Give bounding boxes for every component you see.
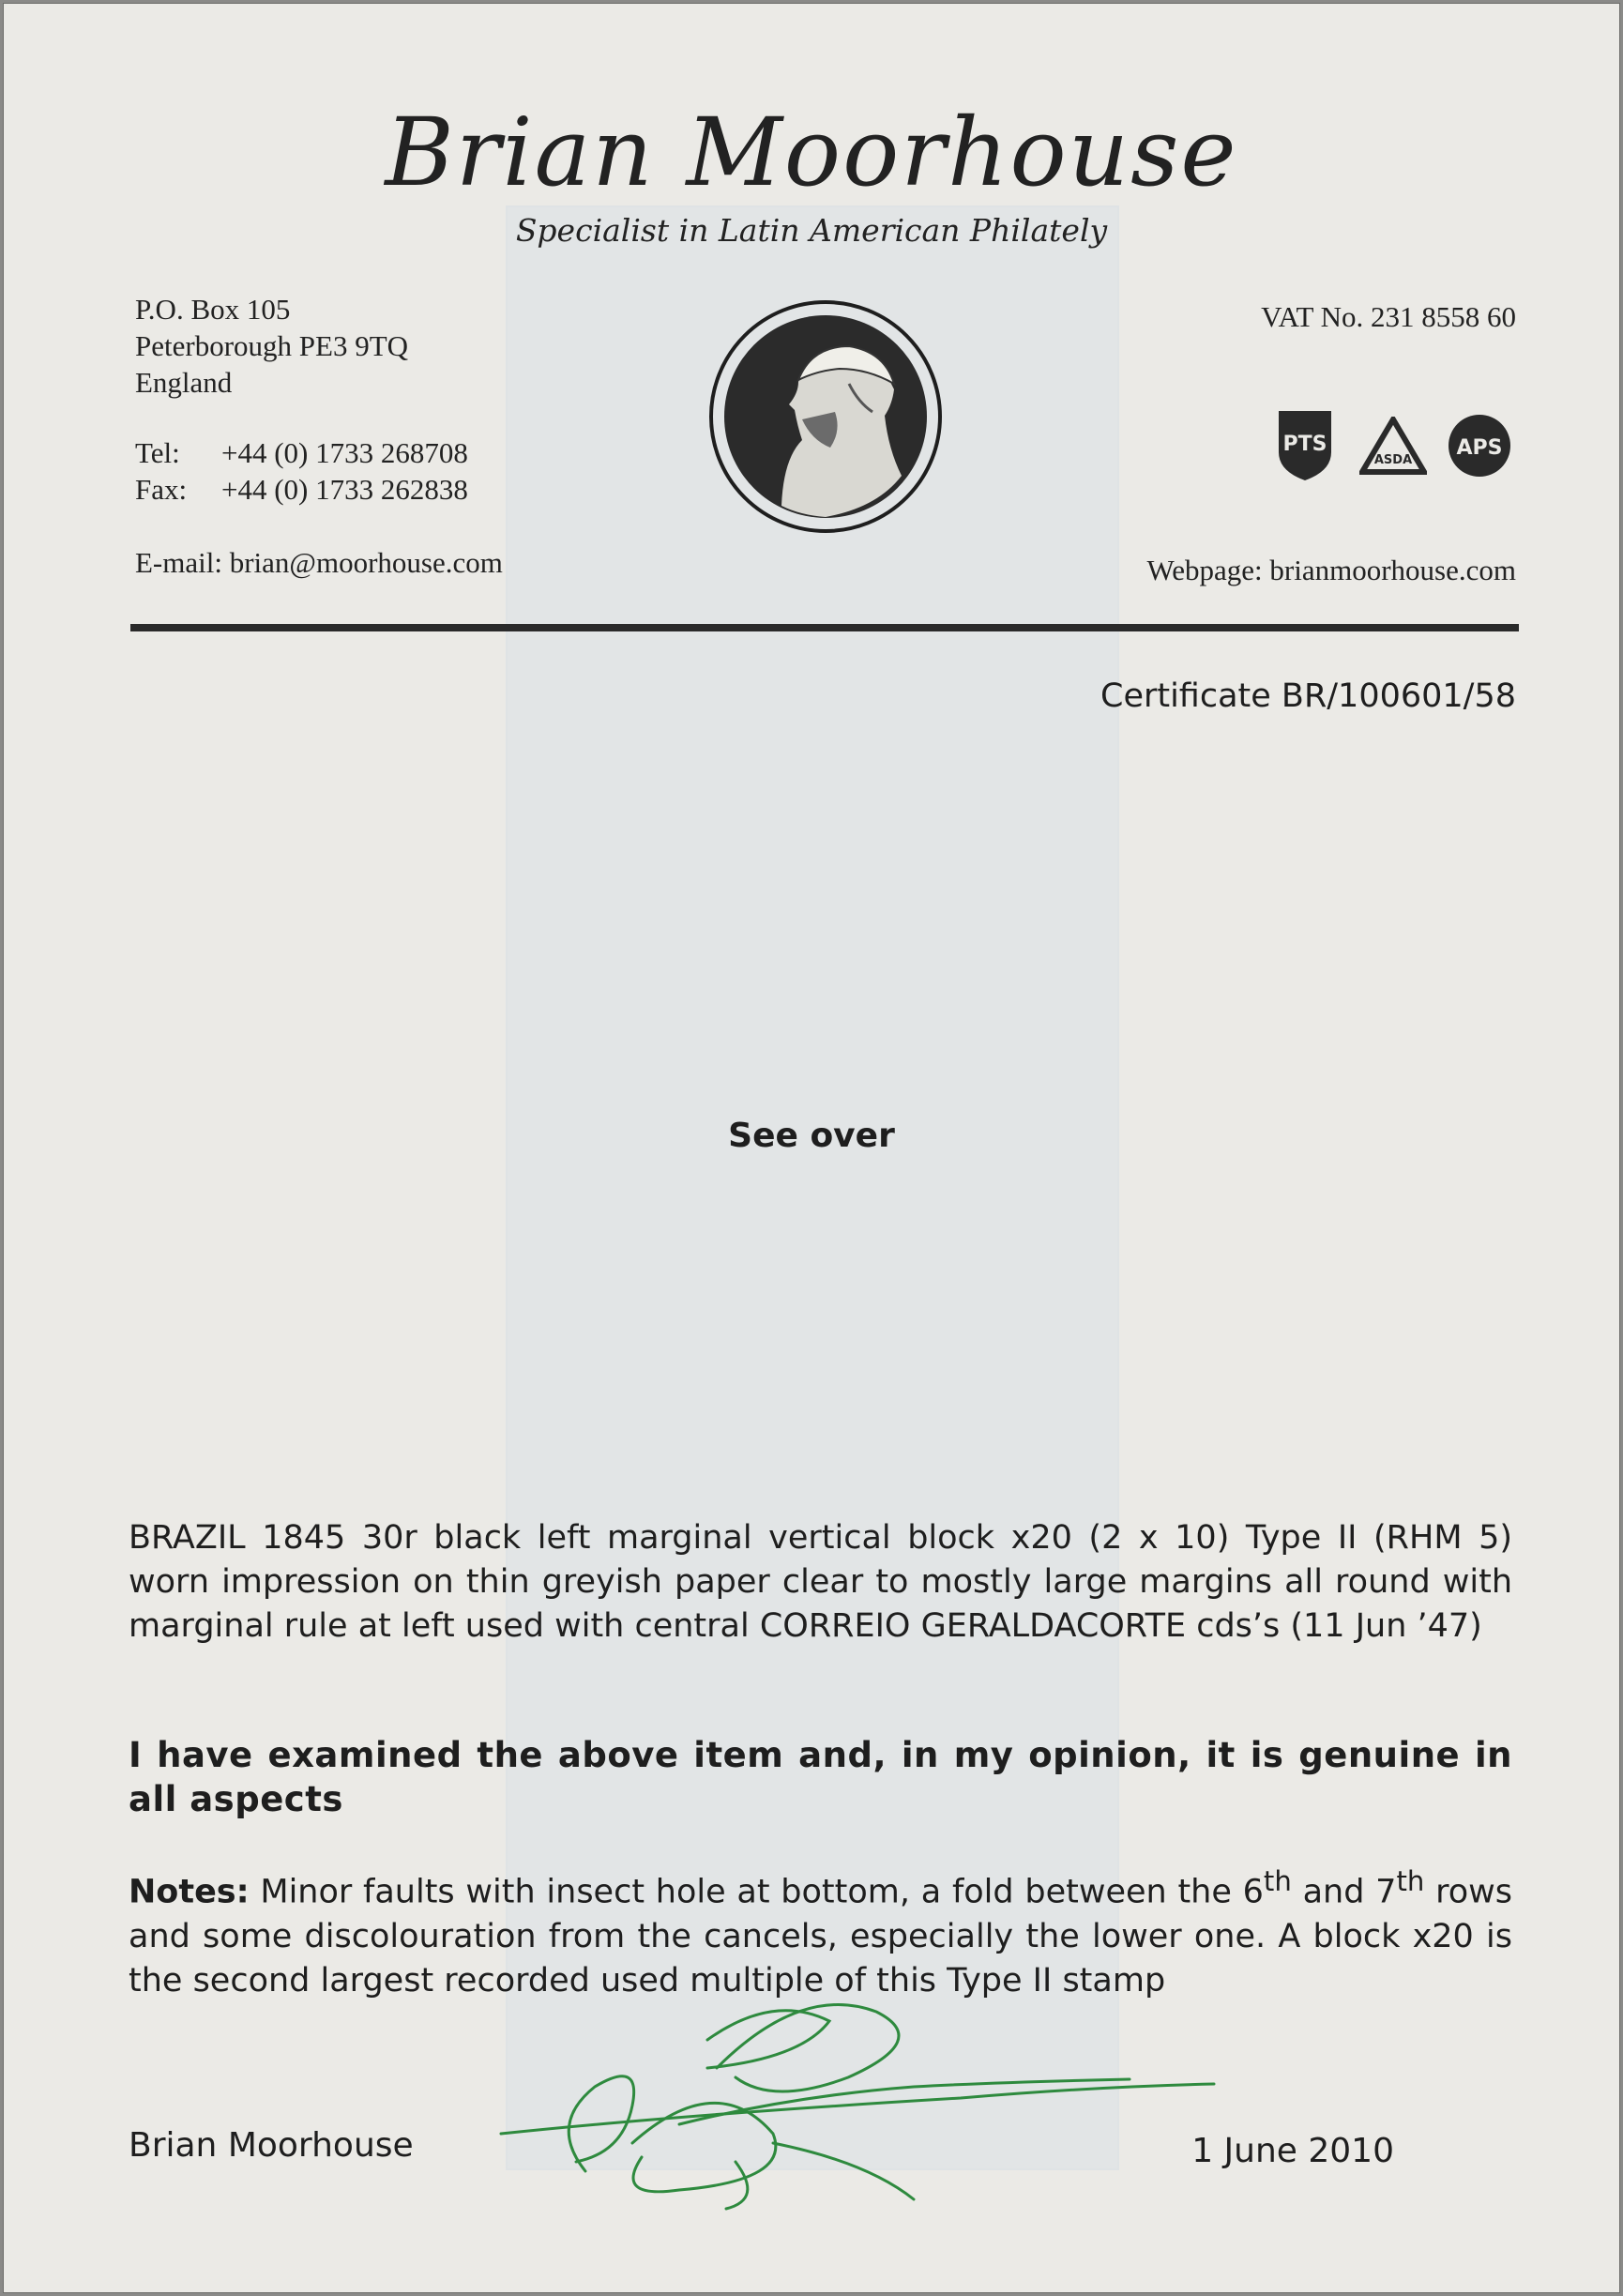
notes-text: Minor faults with insect hole at bottom, a fold between the 6 — [249, 1873, 1264, 1911]
portrait-medallion-icon — [708, 299, 943, 534]
see-over-note: See over — [728, 1117, 895, 1155]
notes-text: rows and some discolouration from the cancels, especially the lower one. A block x20 is the second largest recorded used multiple of this Type II stamp — [129, 1873, 1512, 1999]
notes-ordinal: th — [1396, 1865, 1425, 1897]
opinion-statement: I have examined the above item and, in my opinion, it is genuine in all aspects — [129, 1735, 1512, 1819]
asda-badge-icon — [1359, 417, 1427, 475]
letterhead-tagline: Specialist in Latin American Philately — [515, 212, 1108, 249]
pts-badge-icon — [1275, 407, 1335, 482]
item-description: BRAZIL 1845 30r black left marginal vertical block x20 (2 x 10) Type II (RHM 5) worn impression on thin greyish paper clear to mostly large margins all round with marginal rule at left used with central CORREIO GERALDACORTE cds’s (11 Jun ’47) — [129, 1519, 1512, 1645]
letterhead-name: Brian Moorhouse — [385, 98, 1238, 207]
address-line: Peterborough PE3 9TQ — [135, 329, 409, 362]
certificate-page — [3, 3, 1620, 2293]
asda-badge-label: ASDA — [1373, 453, 1413, 467]
aps-badge-label: APS — [1456, 436, 1503, 460]
fax-label: Fax: — [135, 473, 188, 506]
pts-badge-label: PTS — [1282, 433, 1327, 456]
certificate-number: Certificate BR/100601/58 — [1100, 677, 1516, 715]
tel-number: +44 (0) 1733 268708 — [221, 436, 468, 469]
webpage: Webpage: brianmoorhouse.com — [1146, 554, 1516, 586]
notes-label: Notes: — [129, 1873, 250, 1911]
header-divider — [130, 624, 1519, 631]
signatory-name: Brian Moorhouse — [129, 2126, 414, 2165]
aps-badge-icon — [1447, 413, 1512, 479]
phone-block — [135, 434, 468, 508]
notes-ordinal: th — [1263, 1865, 1292, 1897]
notes-text: and 7 — [1291, 1873, 1397, 1911]
handwritten-signature-icon — [492, 1955, 1223, 2218]
fax-number: +44 (0) 1733 262838 — [221, 473, 468, 506]
email: E-mail: brian@moorhouse.com — [135, 546, 503, 579]
address-line: P.O. Box 105 — [135, 293, 291, 326]
tel-label: Tel: — [135, 436, 180, 469]
vat-number: VAT No. 231 8558 60 — [1261, 300, 1516, 333]
certificate-date: 1 June 2010 — [1191, 2132, 1394, 2170]
postal-address — [135, 291, 408, 401]
address-line: England — [135, 366, 233, 399]
